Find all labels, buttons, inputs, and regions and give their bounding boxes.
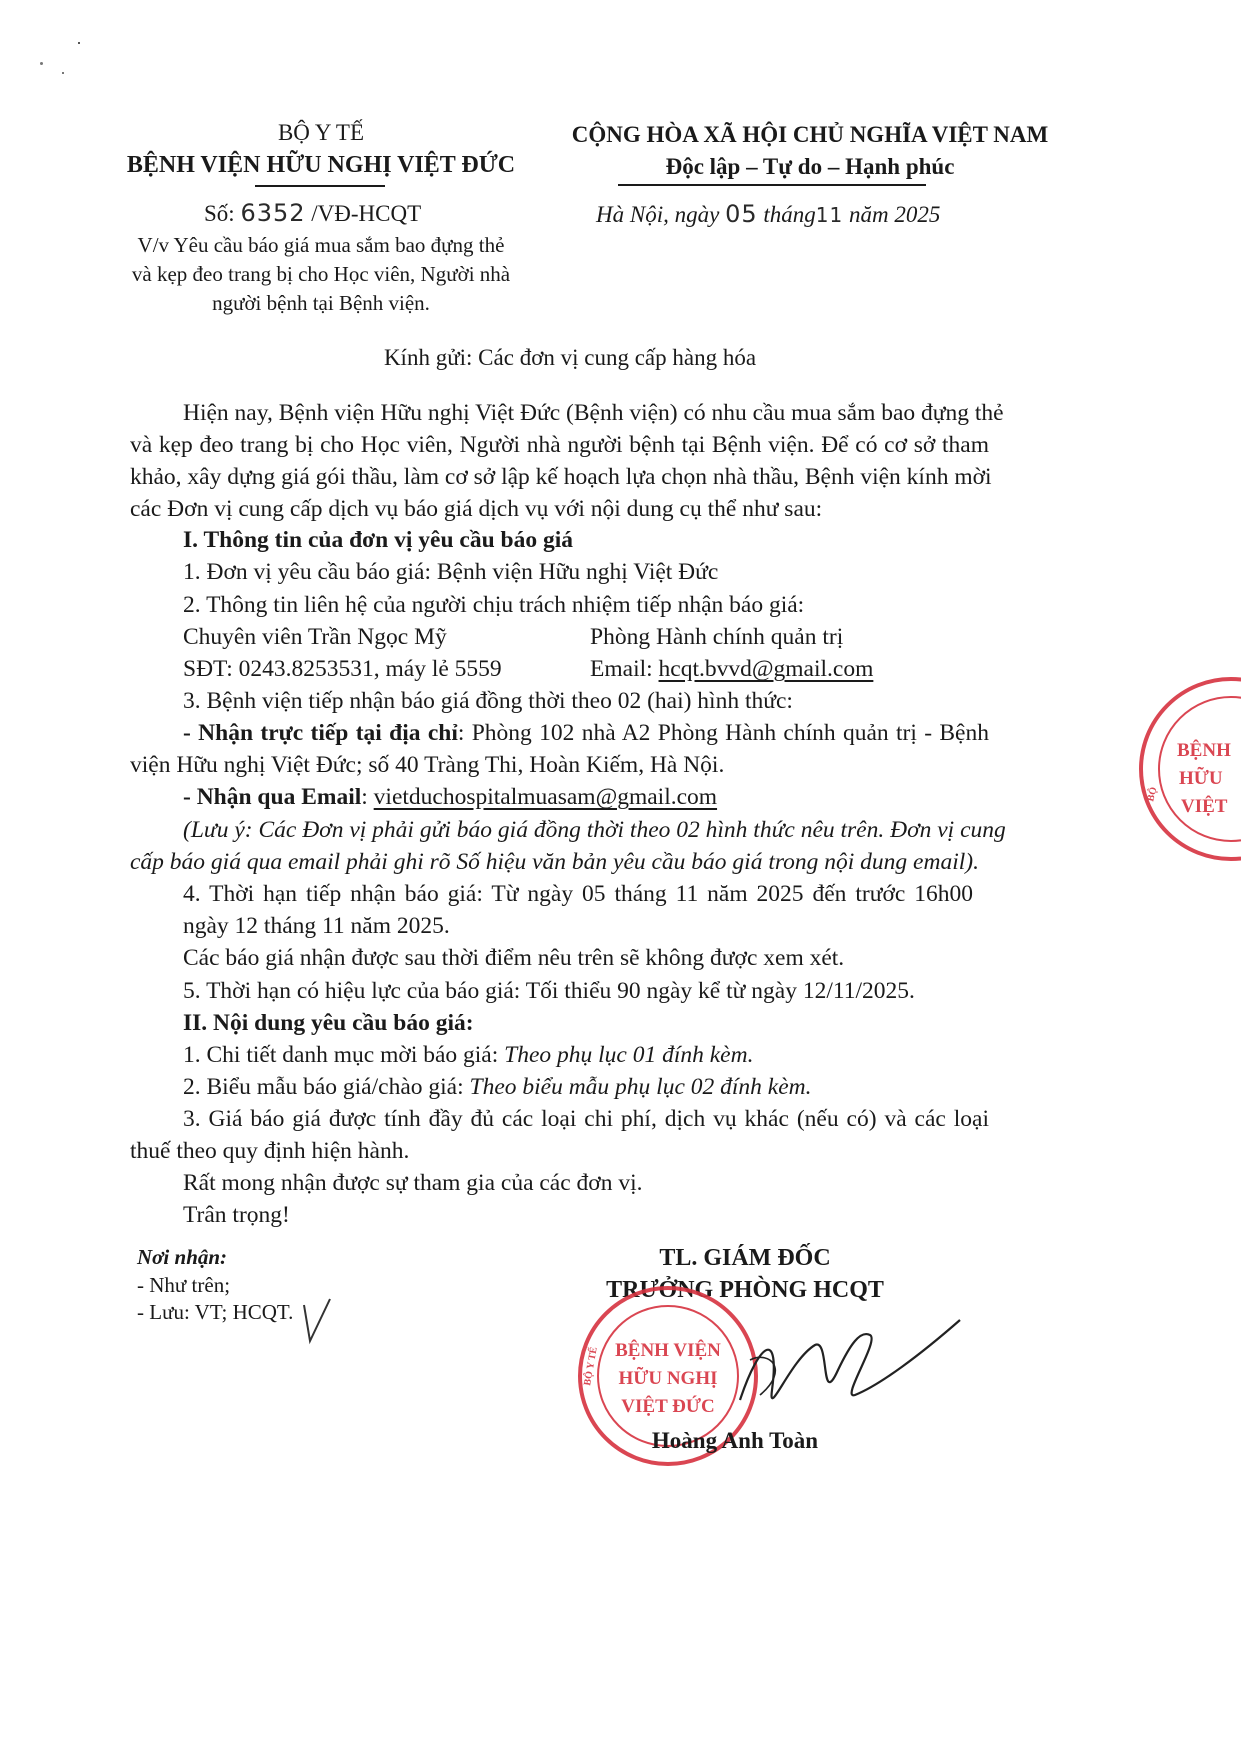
edge-stamp-edge-text: BỘ <box>1145 785 1160 803</box>
direct-address-text: : Phòng 102 nhà A2 Phòng Hành chính quản trị - Bệnh <box>457 720 989 746</box>
direct-address-line-1 <box>183 720 989 747</box>
doc-number-suffix: /VĐ-HCQT <box>311 201 422 226</box>
doc-number-handwritten: 6352 <box>240 199 306 227</box>
section1-item4-line2: ngày 12 tháng 11 năm 2025. <box>183 913 450 939</box>
recipient-line: Kính gửi: Các đơn vị cung cấp hàng hóa <box>383 345 757 370</box>
section2-item1 <box>183 1042 753 1069</box>
recipients-item-2: - Lưu: VT; HCQT. <box>137 1300 294 1324</box>
signature-line-2: TRƯỞNG PHÒNG HCQT <box>606 1277 884 1303</box>
section2-item3-line1: 3. Giá báo giá được tính đầy đủ các loại chi phí, dịch vụ khác (nếu có) và các loại <box>183 1106 989 1132</box>
date-prefix: Hà Nội, ngày <box>596 202 720 227</box>
intro-line-3: khảo, xây dựng giá gói thầu, làm cơ sở lập kế hoạch lựa chọn nhà thầu, Bệnh viện kính mời <box>130 464 992 490</box>
direct-address-label: - Nhận trực tiếp tại địa chỉ <box>183 720 458 746</box>
national-motto: Độc lập – Tự do – Hạnh phúc <box>665 154 955 179</box>
edge-stamp-line-2: HỮU <box>1179 768 1223 789</box>
scan-speck <box>40 62 43 65</box>
subject-line-3: người bệnh tại Bệnh viện. <box>212 291 430 315</box>
intro-line-2: và kẹp đeo trang bị cho Học viên, Người nhà người bệnh tại Bệnh viện. Để có cơ sở tham <box>130 432 989 458</box>
ministry-name: BỘ Y TẾ <box>277 120 365 145</box>
intro-line-4: các Đơn vị cung cấp dịch vụ báo giá dịch vụ với nội dung cụ thể như sau: <box>130 496 823 522</box>
section1-item4-line1: 4. Thời hạn tiếp nhận báo giá: Từ ngày 05 tháng 11 năm 2025 đến trước 16h00 <box>183 881 973 907</box>
recipients-title: Nơi nhận: <box>137 1245 228 1269</box>
submission-email-link[interactable]: vietduchospitalmuasam@gmail.com <box>373 784 718 810</box>
doc-number-prefix: Số: <box>204 201 235 226</box>
edge-stamp-line-1: BỆNH <box>1177 740 1231 761</box>
note-line-2: cấp báo giá qua email phải ghi rõ Số hiệu văn bản yêu cầu báo giá trong nội dung email). <box>130 849 979 875</box>
direct-address-line-2: viện Hữu nghị Việt Đức; số 40 Tràng Thi, Hoàn Kiếm, Hà Nội. <box>130 752 725 778</box>
hospital-name: BỆNH VIỆN HỮU NGHỊ VIỆT ĐỨC <box>126 152 516 178</box>
scan-speck <box>62 72 64 74</box>
hospital-underline <box>255 185 385 187</box>
section2-item2-label: 2. Biểu mẫu báo giá/chào giá: <box>183 1074 464 1100</box>
email-submission-label: - Nhận qua Email <box>183 784 362 810</box>
section2-item2-value: Theo biểu mẫu phụ lục 02 đính kèm. <box>469 1074 812 1100</box>
subject-line-1: V/v Yêu cầu báo giá mua sắm bao đựng thẻ <box>137 233 505 257</box>
stamp-line-3: VIỆT ĐỨC <box>621 1396 715 1417</box>
subject-line-2: và kẹp đeo trang bị cho Học viên, Người nhà <box>131 262 511 286</box>
stamp-edge-text: BỘ Y TẾ <box>582 1346 600 1387</box>
closing-line-1: Rất mong nhận được sự tham gia của các đơn vị. <box>183 1170 643 1196</box>
edge-stamp-line-3: VIỆT <box>1181 796 1228 817</box>
email-submission-line <box>183 784 717 811</box>
date-month-handwritten: 11 <box>815 203 844 227</box>
issue-date <box>596 200 940 228</box>
section1-heading: I. Thông tin của đơn vị yêu cầu báo giá <box>183 527 573 553</box>
section1-item1: 1. Đơn vị yêu cầu báo giá: Bệnh viện Hữu nghị Việt Đức <box>183 559 719 585</box>
scan-speck <box>78 42 80 44</box>
section2-item3-line2: thuế theo quy định hiện hành. <box>130 1138 410 1164</box>
recipients-item-1: - Như trên; <box>137 1273 231 1297</box>
contact-email-link[interactable]: hcqt.bvvd@gmail.com <box>658 656 874 682</box>
initial-mark <box>298 1295 338 1345</box>
section2-item1-value: Theo phụ lục 01 đính kèm. <box>504 1042 754 1068</box>
handwritten-signature <box>720 1300 980 1440</box>
section2-heading: II. Nội dung yêu cầu báo giá: <box>183 1010 474 1036</box>
contact-name: Chuyên viên Trần Ngọc Mỹ <box>183 624 447 650</box>
section1-item3: 3. Bệnh viện tiếp nhận báo giá đồng thời theo 02 (hai) hình thức: <box>183 688 793 714</box>
intro-line-1: Hiện nay, Bệnh viện Hữu nghị Việt Đức (Bệnh viện) có nhu cầu mua sắm bao đựng thẻ <box>183 400 1004 426</box>
email-submission-colon: : <box>361 784 368 810</box>
contact-email-label: Email: <box>590 656 653 682</box>
edge-stamp <box>1131 674 1241 864</box>
closing-line-2: Trân trọng! <box>183 1202 290 1228</box>
section1-item4-line3: Các báo giá nhận được sau thời điểm nêu trên sẽ không được xem xét. <box>183 945 845 971</box>
document-number <box>204 199 421 227</box>
section2-item1-label: 1. Chi tiết danh mục mời báo giá: <box>183 1042 499 1068</box>
signer-name: Hoàng Anh Toàn <box>651 1428 819 1453</box>
section1-item2: 2. Thông tin liên hệ của người chịu trách nhiệm tiếp nhận báo giá: <box>183 592 805 618</box>
date-year: năm 2025 <box>848 202 941 227</box>
motto-underline <box>618 184 926 186</box>
stamp-line-1: BỆNH VIỆN <box>615 1340 721 1361</box>
contact-department: Phòng Hành chính quản trị <box>590 624 844 650</box>
contact-email <box>590 656 873 683</box>
section2-item2 <box>183 1074 812 1101</box>
country-name: CỘNG HÒA XÃ HỘI CHỦ NGHĨA VIỆT NAM <box>571 122 1049 147</box>
date-day-handwritten: 05 <box>725 200 758 228</box>
signature-line-1: TL. GIÁM ĐỐC <box>659 1245 831 1271</box>
date-month-label: tháng <box>763 202 816 227</box>
section1-item5: 5. Thời hạn có hiệu lực của báo giá: Tối thiểu 90 ngày kể từ ngày 12/11/2025. <box>183 978 915 1004</box>
note-line-1: (Lưu ý: Các Đơn vị phải gửi báo giá đồng thời theo 02 hình thức nêu trên. Đơn vị cung <box>183 817 1006 843</box>
contact-phone: SĐT: 0243.8253531, máy lẻ 5559 <box>183 656 502 682</box>
stamp-line-2: HỮU NGHỊ <box>618 1368 718 1389</box>
